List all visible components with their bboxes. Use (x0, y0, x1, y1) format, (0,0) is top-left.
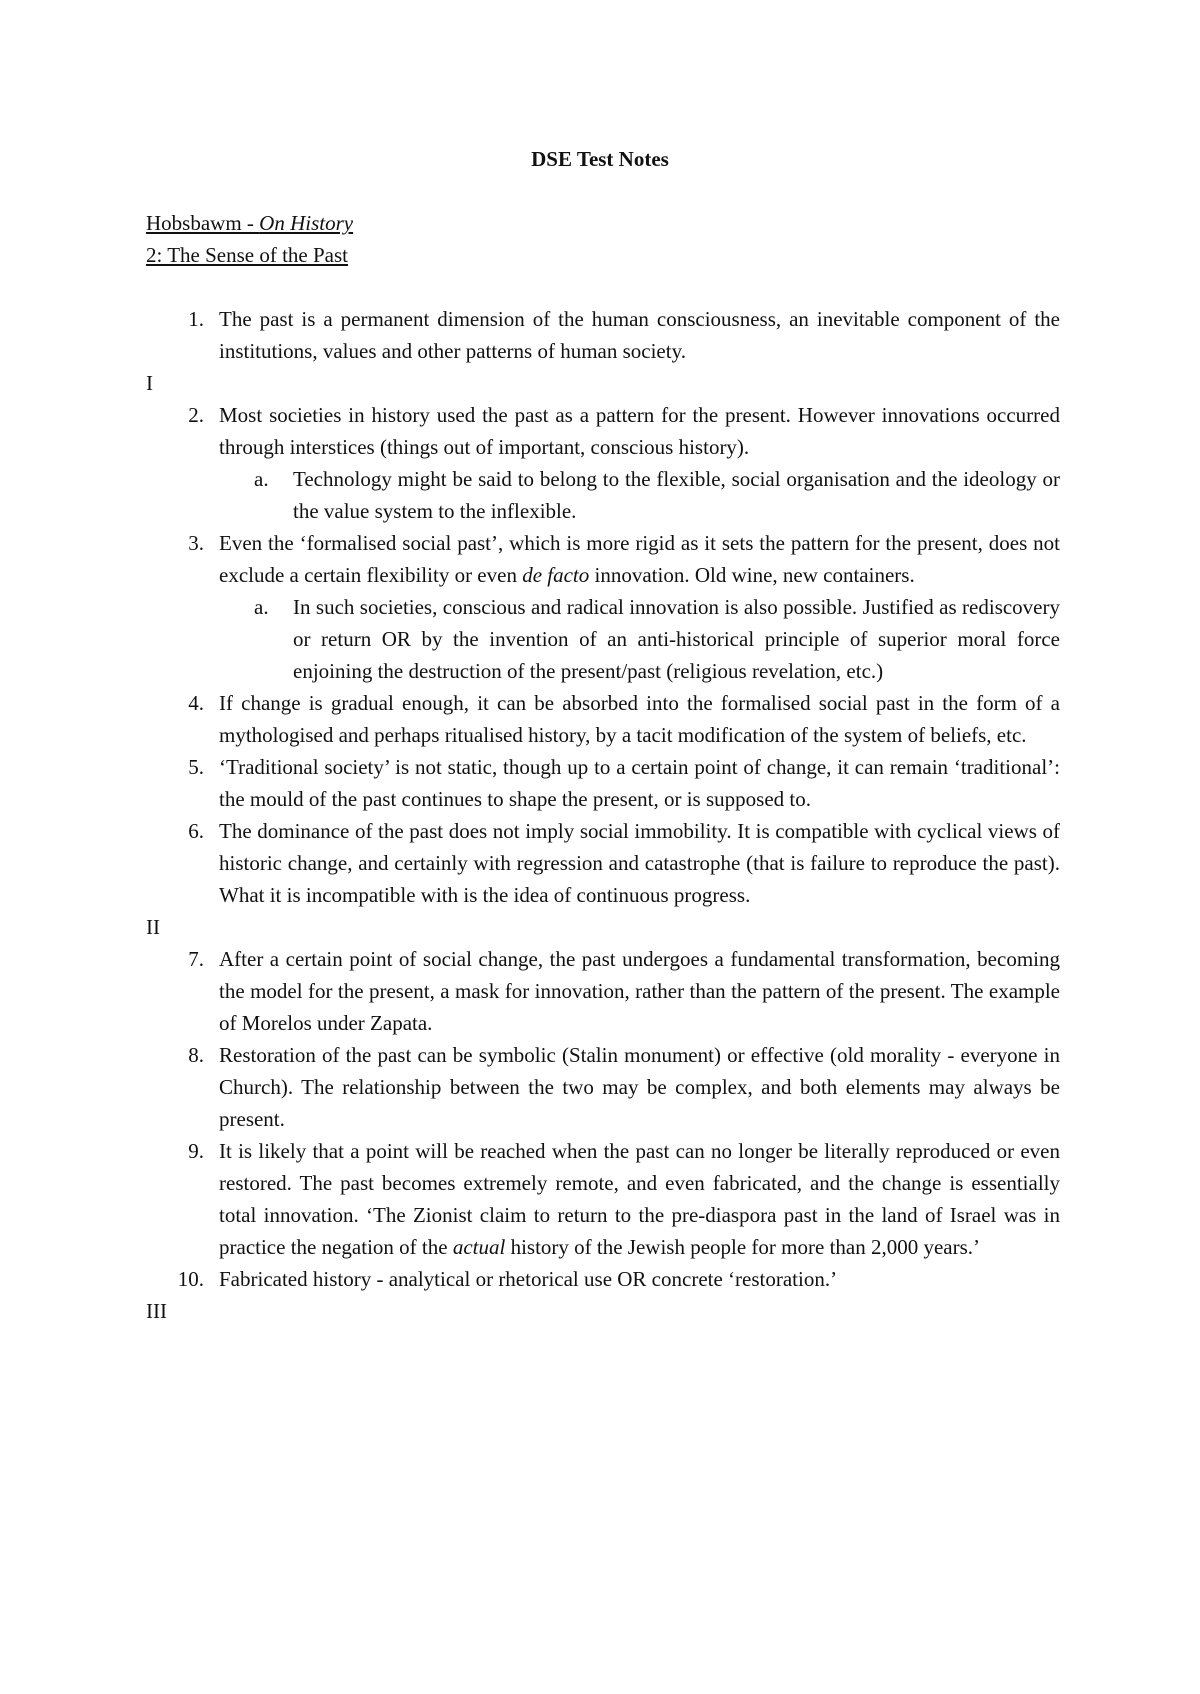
item-text: Most societies in history used the past as a pattern for the present. However innovations occurred through interstices (things out of important, conscious history). (219, 403, 1060, 459)
list-item-10 (146, 1263, 1060, 1295)
item-text-emphasis: de facto (522, 563, 590, 587)
list-item-9 (146, 1135, 1060, 1263)
sub-item-text: Technology might be said to belong to the flexible, social organisation and the ideology or the value system to the inflexible. (293, 467, 1060, 523)
item-number: 6. (188, 819, 204, 843)
chapter-heading: 2: The Sense of the Past (146, 243, 349, 267)
sub-item-text: In such societies, conscious and radical innovation is also possible. Justified as rediscovery or return OR by the invention of an anti-historical principle of superior moral force enjoining the destruction of the present/past (religious revelation, etc.) (293, 595, 1060, 683)
item-text: The past is a permanent dimension of the human consciousness, an inevitable component of the institutions, values and other patterns of human society. (219, 307, 1060, 363)
sub-item-letter: a. (254, 467, 269, 491)
list-item-4 (146, 687, 1060, 751)
list-item-7 (146, 943, 1060, 1039)
section-marker-1: I (146, 371, 153, 395)
item-text-part: Even the ‘formalised social past’, which is more rigid as it sets the pattern for the present, does not exclude a certain flexibility or even (219, 531, 1060, 587)
item-number: 4. (188, 691, 204, 715)
item-text: If change is gradual enough, it can be absorbed into the formalised social past in the form of a mythologised and perhaps ritualised history, by a tacit modification of the system of beliefs, etc. (219, 691, 1060, 747)
notes-body (146, 303, 1060, 1327)
list-item-2 (146, 399, 1060, 463)
section-marker-3: III (146, 1299, 167, 1323)
item-text: Restoration of the past can be symbolic (Stalin monument) or effective (old morality - everyone in Church). The relationship between the two may be complex, and both elements may always be present. (219, 1043, 1060, 1131)
list-item-5 (146, 751, 1060, 815)
item-text (219, 531, 1060, 587)
item-text: The dominance of the past does not imply social immobility. It is compatible with cyclical views of historic change, and certainly with regression and catastrophe (that is failure to reproduce the past). What it is incompatible with is the idea of continuous progress. (219, 819, 1060, 907)
list-item-1 (146, 303, 1060, 367)
item-text: Fabricated history - analytical or rhetorical use OR concrete ‘restoration.’ (219, 1267, 838, 1291)
book-author: Hobsbawm - (146, 211, 260, 235)
book-heading (146, 207, 353, 239)
book-title: On History (259, 211, 354, 235)
item-text-emphasis: actual (452, 1235, 506, 1259)
item-number: 7. (188, 947, 204, 971)
item-number: 2. (188, 403, 204, 427)
sub-item-3a (146, 591, 1060, 687)
item-text-part: innovation. Old wine, new containers. (589, 563, 915, 587)
sub-item-letter: a. (254, 595, 269, 619)
section-marker-2: II (146, 915, 160, 939)
list-item-6 (146, 815, 1060, 911)
item-number: 10. (177, 1267, 204, 1291)
item-number: 1. (188, 307, 204, 331)
item-text-part: history of the Jewish people for more than 2,000 years.’ (505, 1235, 981, 1259)
list-item-8 (146, 1039, 1060, 1135)
item-number: 3. (188, 531, 204, 555)
item-number: 8. (188, 1043, 204, 1067)
item-text: ‘Traditional society’ is not static, though up to a certain point of change, it can remain ‘traditional’: the mould of the past continues to shape the present, or is supposed to. (219, 755, 1060, 811)
item-text: After a certain point of social change, the past undergoes a fundamental transformation, becoming the model for the present, a mask for innovation, rather than the pattern of the present. The example of Morelos under Zapata. (219, 947, 1060, 1035)
list-item-3 (146, 527, 1060, 591)
sub-item-2a (146, 463, 1060, 527)
item-number: 9. (188, 1139, 204, 1163)
item-text-part: It is likely that a point will be reached when the past can no longer be literally reproduced or even restored. The past becomes extremely remote, and even fabricated, and the change is essentially total innovation. ‘The Zionist claim to return to the pre-diaspora past in the land of Israel was in practice the negation of the (219, 1139, 1060, 1259)
item-text (219, 1139, 1060, 1259)
item-number: 5. (188, 755, 204, 779)
page-title: DSE Test Notes (531, 147, 669, 171)
